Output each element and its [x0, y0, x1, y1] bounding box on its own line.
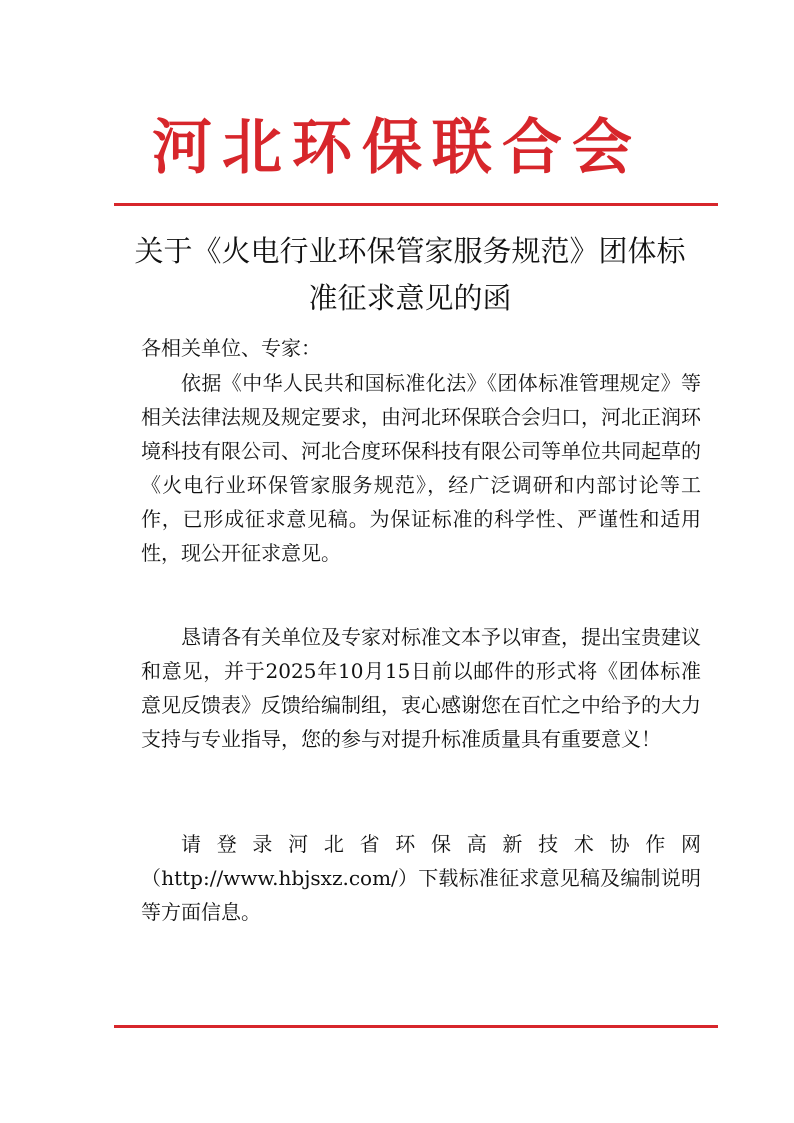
body-paragraph-download-info: 请登录河北省环保高新技术协作网（http://www.hbjsxz.com/）下载标准征求意见稿及编制说明等方面信息。	[141, 832, 701, 924]
salutation: 各相关单位、专家：	[141, 336, 321, 360]
footer-divider	[114, 1025, 718, 1028]
document-title-line-1: 关于《火电行业环保管家服务规范》团体标	[134, 234, 686, 268]
organization-letterhead: 河北环保联合会	[152, 113, 642, 183]
body-paragraph-request: 恳请各有关单位及专家对标准文本予以审查，提出宝贵建议和意见，并于2025年10月15日前以邮件的形式将《团体标准意见反馈表》反馈给编制组，衷心感谢您在百忙之中给予的大力支持与专业指导，您的参与对提升标准质量具有重要意义！	[141, 625, 701, 751]
document-title	[110, 228, 710, 322]
document-title-line-2: 准征求意见的函	[308, 281, 512, 315]
letterhead-divider-top	[114, 203, 718, 206]
body-paragraph-basis: 依据《中华人民共和国标准化法》《团体标准管理规定》等相关法律法规及规定要求，由河北环保联合会归口，河北正润环境科技有限公司、河北合度环保科技有限公司等单位共同起草的《火电行业环保管家服务规范》，经广泛调研和内部讨论等工作，已形成征求意见稿。为保证标准的科学性、严谨性和适用性，现公开征求意见。	[141, 371, 701, 565]
